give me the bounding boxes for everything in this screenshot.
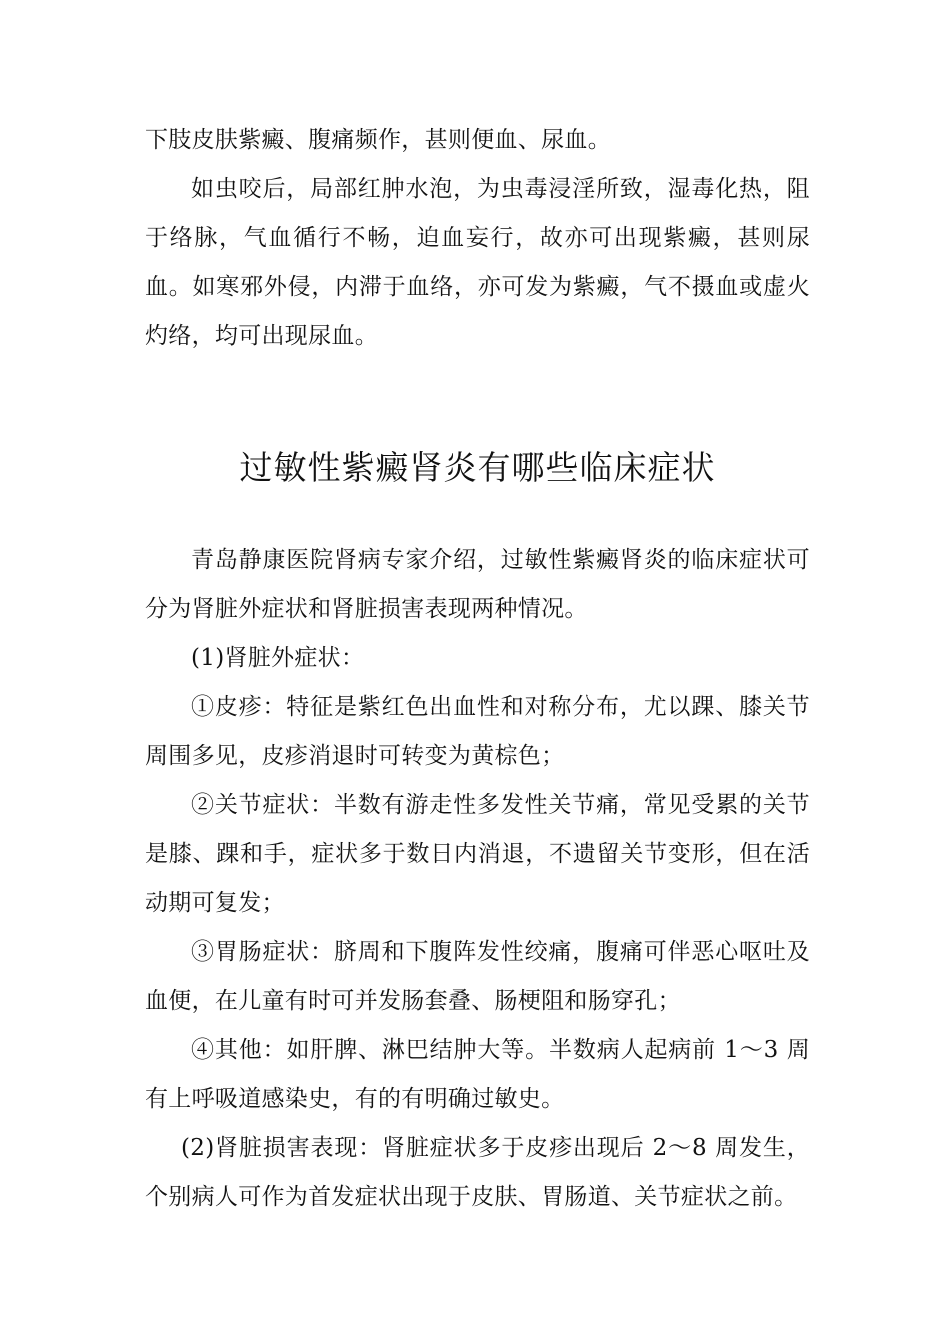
document-content	[145, 116, 810, 1222]
paragraph-intro: 青岛静康医院肾病专家介绍，过敏性紫癜肾炎的临床症状可分为肾脏外症状和肾脏损害表现两种情况。	[145, 547, 810, 622]
paragraph-other: ④其他：如肝脾、淋巴结肿大等。半数病人起病前 1～3 周有上呼吸道感染史，有的有明确过敏史。	[145, 1037, 810, 1112]
paragraph-insect-bite: 如虫咬后，局部红肿水泡，为虫毒浸淫所致，湿毒化热，阻于络脉，气血循行不畅，迫血妄行，故亦可出现紫癜，甚则尿血。如寒邪外侵，内滞于血络，亦可发为紫癜，气不摄血或虚火灼络，均可出现尿血。	[145, 176, 810, 349]
paragraph-gi-symptoms: ③胃肠症状：脐周和下腹阵发性绞痛，腹痛可伴恶心呕吐及血便，在儿童有时可并发肠套叠、肠梗阻和肠穿孔；	[145, 939, 810, 1014]
paragraph-joint-symptoms: ②关节症状：半数有游走性多发性关节痛，常见受累的关节是膝、踝和手，症状多于数日内消退，不遗留关节变形，但在活动期可复发；	[145, 792, 810, 916]
paragraph-extrarenal-heading: (1)肾脏外症状：	[191, 645, 365, 671]
paragraph-rash: ①皮疹：特征是紫红色出血性和对称分布，尤以踝、膝关节周围多见，皮疹消退时可转变为黄棕色；	[145, 694, 810, 769]
paragraph-renal-damage: (2)肾脏损害表现：肾脏症状多于皮疹出现后 2～8 周发生，个别病人可作为首发症状出现于皮肤、胃肠道、关节症状之前。	[145, 1135, 810, 1210]
paragraph-continuation: 下肢皮肤紫癜、腹痛频作，甚则便血、尿血。	[145, 127, 611, 153]
section-title: 过敏性紫癜肾炎有哪些临床症状	[239, 448, 716, 487]
